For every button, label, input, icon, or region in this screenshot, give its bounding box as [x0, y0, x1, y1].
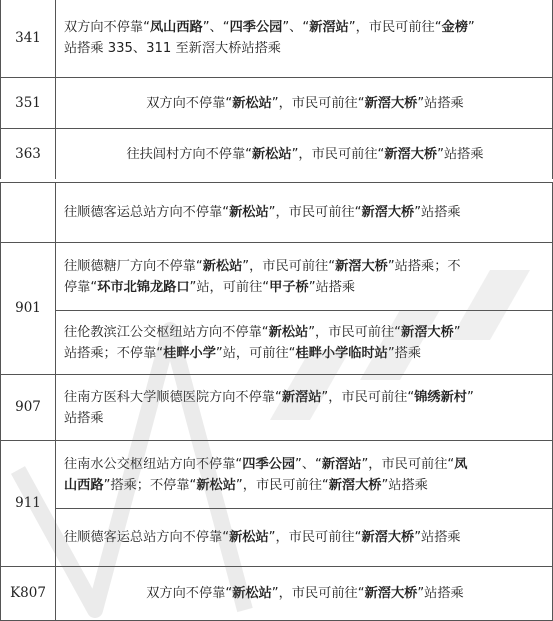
- route-number-cell: 901: [1, 243, 56, 375]
- stop-name: 新滘大桥: [361, 530, 415, 545]
- stop-name: 凤山西路: [149, 20, 203, 35]
- stop-name: 锦绣新村: [414, 389, 467, 405]
- route-number-cell: K807: [1, 567, 56, 621]
- description-text: ”，市民可前往“: [271, 95, 365, 111]
- route-number-cell: 911: [1, 441, 56, 567]
- description-text: ”，市民可前往“: [321, 389, 415, 405]
- description-line: [64, 387, 546, 408]
- description-text: ”搭乘: [387, 345, 422, 361]
- stop-name: 新滘大桥: [328, 477, 382, 493]
- stop-name: 金榜: [441, 20, 468, 35]
- stop-name: 新松站: [202, 258, 243, 274]
- stop-name: 桂畔小学: [163, 345, 216, 361]
- stop-name: 新松站: [252, 147, 292, 162]
- route-number-cell: 363: [1, 129, 56, 181]
- table-row: [1, 375, 553, 441]
- table-row: [1, 183, 553, 243]
- stop-name: 四季公园: [242, 456, 296, 472]
- description-text: ”站，可前往“: [189, 279, 270, 295]
- description-text: ”站搭乘: [437, 147, 484, 162]
- description-text: ”站搭乘: [381, 477, 428, 493]
- description-text: 站搭乘: [64, 410, 104, 426]
- stop-name: 新滘大桥: [335, 258, 388, 274]
- stop-name: 新滘大桥: [401, 324, 454, 340]
- route-description-cell: [56, 243, 553, 311]
- description-line: [64, 17, 546, 38]
- stop-name: 新滘大桥: [361, 205, 415, 220]
- description-text: ”，市民可前往“: [235, 477, 329, 493]
- route-description-cell: [56, 78, 553, 129]
- route-number-cell: 341: [1, 0, 56, 78]
- description-line: [64, 454, 546, 475]
- stop-name: 新滘大桥: [384, 147, 438, 162]
- route-description-cell: [56, 567, 553, 621]
- description-text: ”: [466, 389, 474, 405]
- description-text: 停靠“: [64, 279, 98, 295]
- description-text: 往南方医科大学顺德医院方向不停靠“: [64, 389, 282, 405]
- stop-name: 环市北锦龙路口: [97, 279, 190, 295]
- description-text: ”: [467, 20, 475, 35]
- stop-name: 新松站: [268, 324, 309, 340]
- table-row: [1, 78, 553, 129]
- description-text: ”，市民可前往“: [271, 586, 365, 601]
- description-line: [64, 93, 546, 114]
- stop-name: 新松站: [232, 95, 272, 111]
- stop-name: 新滘大桥: [364, 95, 418, 111]
- route-description-cell: [56, 375, 553, 441]
- description-text: ”，市民可前往“: [268, 530, 362, 545]
- description-text: ”站搭乘: [414, 530, 461, 545]
- description-text: ”站搭乘: [414, 205, 461, 220]
- description-text: 往伦教滨江公交枢纽站方向不停靠“: [64, 324, 269, 340]
- route-number-cell: [1, 183, 56, 243]
- description-text: 往顺德客运总站方向不停靠“: [64, 205, 230, 220]
- description-text: ”，市民可前往“: [242, 258, 336, 274]
- description-text: ”、“: [202, 20, 230, 35]
- description-line: [64, 144, 546, 165]
- route-number-cell: 907: [1, 375, 56, 441]
- description-text: ”站搭乘；不: [387, 258, 461, 274]
- description-text: ”，市民可前往“: [268, 205, 362, 220]
- description-text: 往扶闾村方向不停靠“: [126, 147, 252, 162]
- route-description-cell: [56, 183, 553, 243]
- description-text: ”，市民可前往“: [361, 456, 455, 472]
- stop-name: 桂畔小学临时站: [295, 345, 388, 361]
- stop-name: 新滘大桥: [364, 586, 418, 601]
- table-row: [1, 441, 553, 509]
- stop-name: 山西路: [64, 477, 104, 493]
- description-line: [64, 343, 546, 364]
- stop-name: 新滘站: [281, 389, 322, 405]
- description-text: ”、“: [295, 456, 322, 472]
- stop-name: 新松站: [229, 205, 269, 220]
- description-line: [64, 38, 546, 59]
- route-description-cell: [56, 311, 553, 375]
- table-row: [1, 243, 553, 311]
- description-line: [64, 408, 546, 429]
- stop-name: 新松站: [196, 477, 236, 493]
- description-text: 往南水公交枢纽站方向不停靠“: [64, 456, 243, 472]
- table-row: [1, 311, 553, 375]
- description-text: 双方向不停靠“: [146, 95, 233, 111]
- description-text: ”站，可前往“: [215, 345, 296, 361]
- table-row: [1, 567, 553, 621]
- table-row: [1, 129, 553, 181]
- route-table-top: [0, 0, 553, 181]
- description-text: 双方向不停靠“: [64, 20, 150, 35]
- stop-name: 甲子桥: [269, 279, 309, 295]
- description-text: 往顺德客运总站方向不停靠“: [64, 530, 230, 545]
- description-text: ”搭乘；不停靠“: [103, 477, 197, 493]
- stop-name: 新滘站: [309, 20, 349, 35]
- description-line: [64, 583, 546, 604]
- description-text: ”，市民可前往“: [348, 20, 442, 35]
- route-number-cell: 351: [1, 78, 56, 129]
- description-text: ”，市民可前往“: [291, 147, 385, 162]
- description-line: [64, 322, 546, 343]
- description-text: 双方向不停靠“: [146, 586, 233, 601]
- description-text: ”站搭乘: [417, 586, 464, 601]
- description-text: 站搭乘；不停靠“: [64, 345, 164, 361]
- table-row: [1, 509, 553, 567]
- description-text: ”: [453, 324, 461, 340]
- stop-name: 新滘站: [321, 456, 362, 472]
- stop-name: 新松站: [232, 586, 272, 601]
- route-description-cell: [56, 509, 553, 567]
- description-line: [64, 277, 546, 298]
- description-text: 往顺德糖厂方向不停靠“: [64, 258, 203, 274]
- description-text: ”站搭乘: [417, 95, 464, 111]
- stop-name: 四季公园: [229, 20, 283, 35]
- description-line: [64, 527, 546, 548]
- description-line: [64, 202, 546, 223]
- description-text: ”，市民可前往“: [308, 324, 402, 340]
- route-description-cell: [56, 441, 553, 509]
- table-row: [1, 0, 553, 78]
- stop-name: 凤: [454, 456, 468, 472]
- description-text: 站搭乘 335、311 至新滘大桥站搭乘: [64, 41, 281, 56]
- description-line: [64, 256, 546, 277]
- description-text: ”、“: [282, 20, 310, 35]
- route-table-bottom: [0, 182, 553, 621]
- route-description-cell: [56, 129, 553, 181]
- description-text: ”站搭乘: [308, 279, 356, 295]
- stop-name: 新松站: [229, 530, 269, 545]
- description-line: [64, 475, 546, 496]
- route-description-cell: [56, 0, 553, 78]
